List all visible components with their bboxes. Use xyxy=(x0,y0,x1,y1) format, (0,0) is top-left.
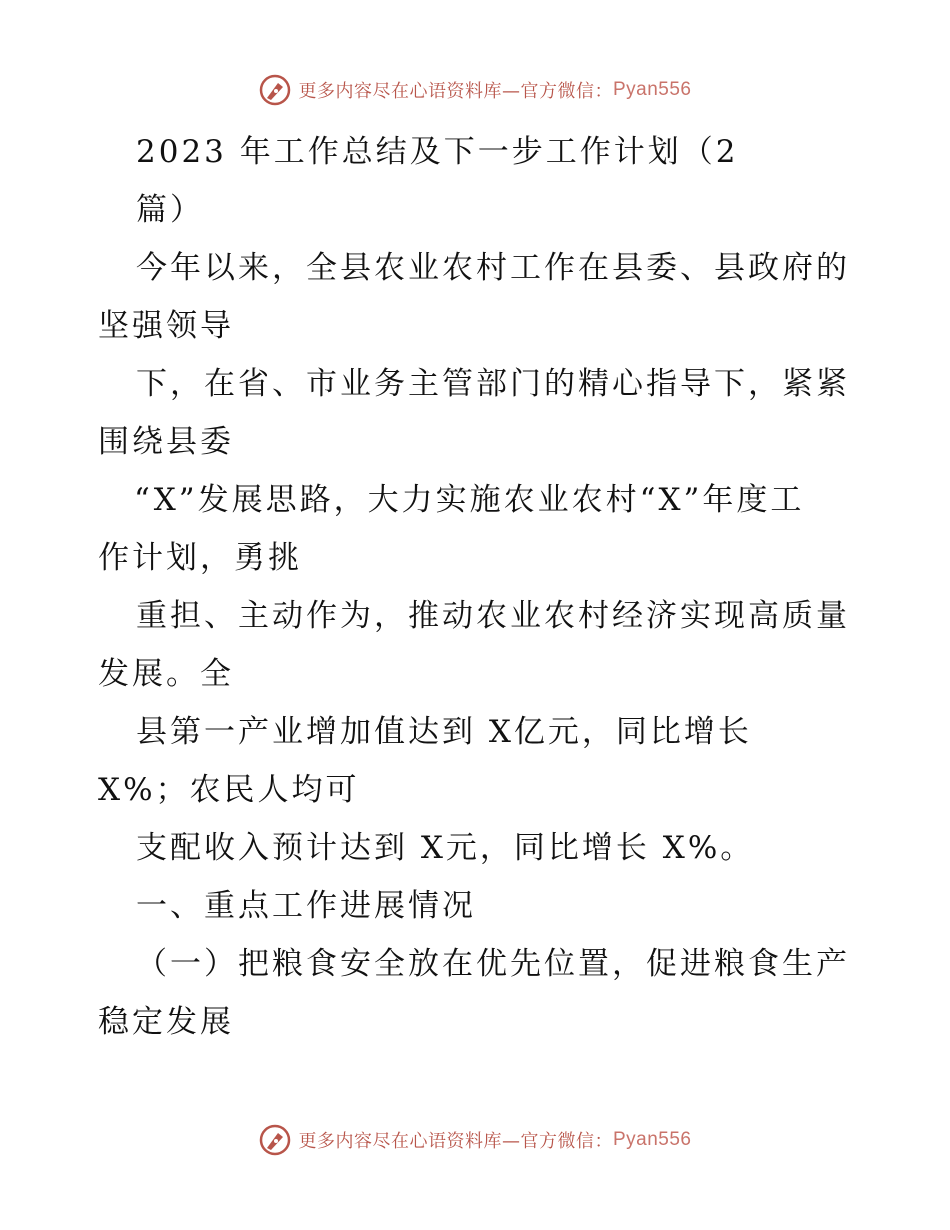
document-title-line-1: 2023 年工作总结及下一步工作计划（2 xyxy=(136,134,739,170)
header-watermark xyxy=(0,70,950,110)
paragraph-line: 围绕县委 xyxy=(98,424,234,460)
paragraph-line: 作计划，勇挑 xyxy=(98,540,302,576)
subsection-heading-line-1: （一）把粮食安全放在优先位置，促进粮食生产 xyxy=(136,946,850,982)
paragraph-line: “X”发展思路，大力实施农业农村“X”年度工 xyxy=(134,482,805,518)
paragraph-line: X%；农民人均可 xyxy=(98,772,360,808)
paragraph-line: 县第一产业增加值达到 X亿元，同比增长 xyxy=(136,714,752,750)
watermark-wechat-handle: Pyan556 xyxy=(612,79,692,100)
paragraph-line: 下，在省、市业务主管部门的精心指导下，紧紧 xyxy=(136,366,850,402)
subsection-heading-line-2: 稳定发展 xyxy=(98,1004,234,1040)
document-body xyxy=(98,123,858,1051)
paragraph-line: 支配收入预计达到 X元，同比增长 X%。 xyxy=(136,830,755,866)
footer-watermark xyxy=(0,1120,950,1160)
pen-nib-logo-icon xyxy=(258,73,292,107)
pen-nib-logo-icon xyxy=(258,1123,292,1157)
paragraph-line: 重担、主动作为，推动农业农村经济实现高质量 xyxy=(136,598,850,634)
paragraph-line: 今年以来，全县农业农村工作在县委、县政府的 xyxy=(136,250,850,286)
watermark-text: 更多内容尽在心语资料库—官方微信： xyxy=(298,81,613,102)
section-heading: 一、重点工作进展情况 xyxy=(136,888,476,924)
watermark-text: 更多内容尽在心语资料库—官方微信： xyxy=(298,1131,613,1152)
watermark-wechat-handle: Pyan556 xyxy=(612,1129,692,1150)
document-title-line-2: 篇） xyxy=(136,192,204,228)
paragraph-line: 发展。全 xyxy=(98,656,234,692)
paragraph-line: 坚强领导 xyxy=(98,308,234,344)
